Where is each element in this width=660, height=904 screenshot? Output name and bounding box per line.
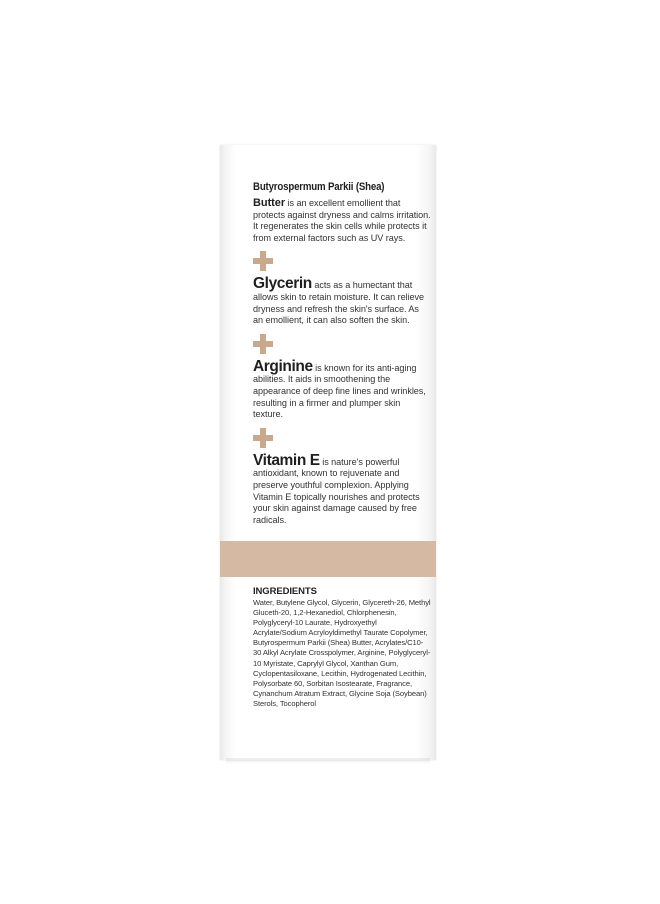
benefits-content [253,180,431,526]
arginine-section [253,357,431,421]
ingredients-title: INGREDIENTS [253,586,317,597]
plus-icon [253,251,273,271]
glycerin-lead: Glycerin [253,275,312,293]
color-band [220,541,436,577]
glycerin-section [253,277,431,326]
plus-icon [253,334,273,354]
arginine-description: is known for its anti-aging abilities. It aids in smoothening the appearance of deep fine lines and wrinkles, resulting in a firmer and plumper skin texture. [253,362,426,420]
vitamin-e-lead: Vitamin E [253,451,320,469]
box-bottom-shadow [226,758,430,764]
ingredients-panel [253,586,431,709]
vitamin-e-section [253,451,431,527]
shea-butter-section [253,180,431,244]
vitamin-e-description: is nature's powerful antioxidant, known to rejuvenate and preserve youthful complexion. Applying Vitamin E topically nourishes and protects your skin against damage caused by free radicals. [253,456,420,525]
arginine-lead: Arginine [253,357,313,375]
shea-butter-lead: Butter [253,197,286,209]
ingredients-list: Water, Butylene Glycol, Glycerin, Glycereth-26, Methyl Gluceth-20, 1,2-Hexanediol, Chlorphenesin, Polyglyceryl-10 Laurate, Hydroxyethyl Acrylate/Sodium Acryloyldimethyl Taurate Copolymer, Butyrospermum Parkii (Shea) Butter, Acrylates/C10-30 Alkyl Acrylate Crosspolymer, Arginine, Polyglyceryl-10 Myristate, Caprylyl Glycol, Xanthan Gum, Cyclopentasiloxane, Lecithin, Hydrogenated Lecithin, Polysorbate 60, Sorbitan Isostearate, Fragrance, Cynanchum Atratum Extract, Glycine Soja (Soybean) Sterols, Tocopherol [253,598,431,708]
shea-butter-description: is an excellent emollient that protects against dryness and calms irritation. It regenerates the skin cells while protects it from external factors such as UV rays. [253,198,431,243]
glycerin-description: acts as a humectant that allows skin to retain moisture. It can relieve dryness and refresh the skin's surface. As an emollient, it can also soften the skin. [253,280,425,326]
shea-butter-title: Butyrospermum Parkii (Shea) [253,181,385,193]
plus-icon [253,428,273,448]
